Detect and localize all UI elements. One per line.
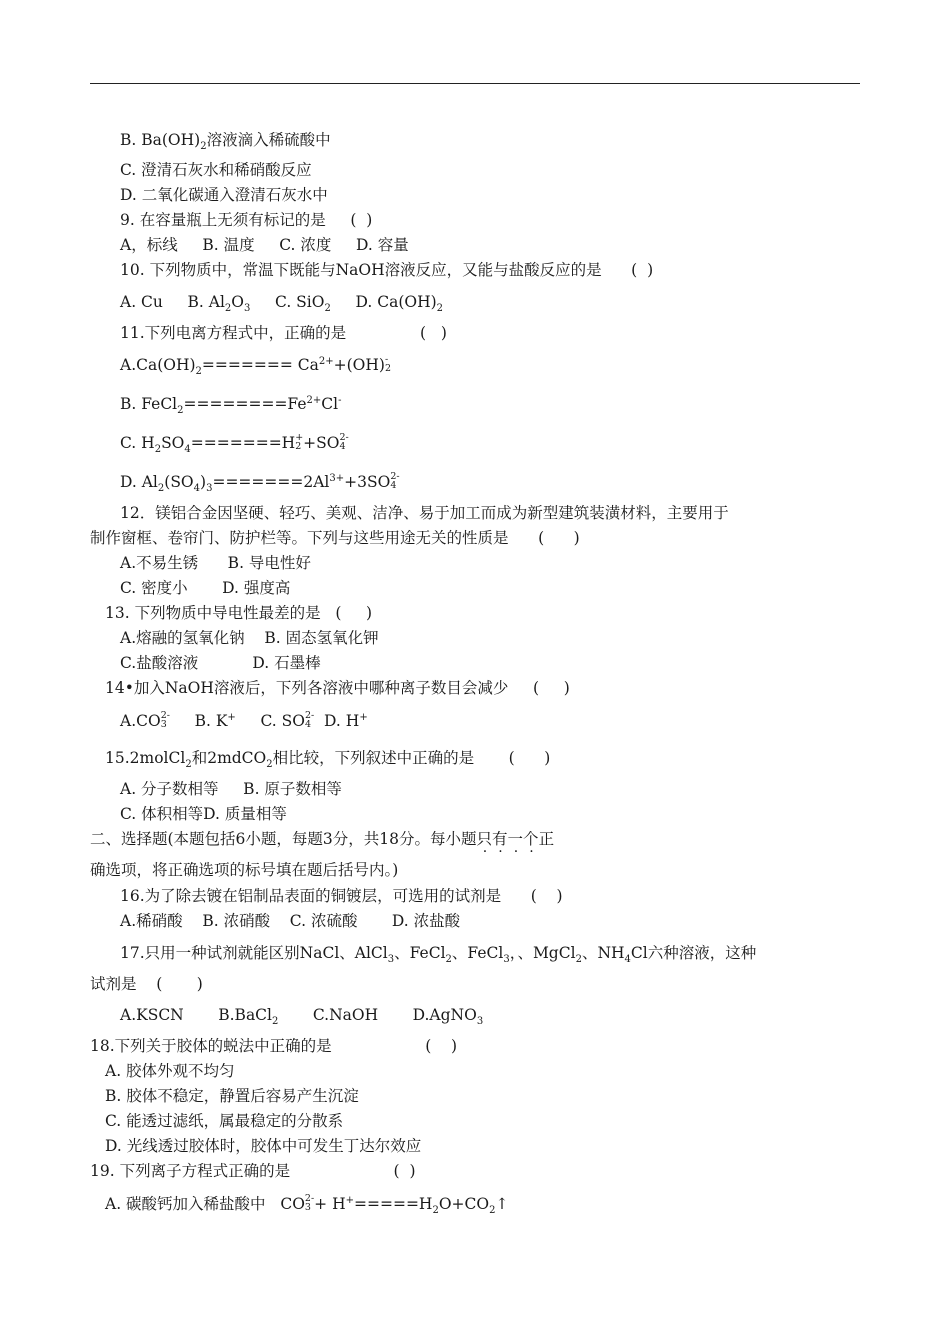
question-14-options: A.CO 2- 3 B. K+ C. SO 2- 4 D. H+ [120,710,368,730]
question-18-d: D. 光线透过胶体时，胶体中可发生丁达尔效应 [105,1137,422,1155]
question-17: 17.只用一种试剂就能区别NaCl、AlCl$_3$、FeCl$_2$、FeCl$_3$，、MgCl$_2$、$NH_4Cl$六种溶液，这种 [120,944,757,965]
option-b-baoh2: B. $Ba(OH)_2$溶液滴入稀硫酸中 [120,131,331,152]
question-12-options-2: C. 密度小 D. 强度高 [120,579,291,597]
question-17-options: A.KSCN B.BaCl$_2$ C.NaOH D.AgNO$_3$ [120,1006,484,1027]
question-12: 12．镁铝合金因坚硬、轻巧、美观、洁净、易于加工而成为新型建筑装潢材料，主要用于 [120,504,729,522]
question-18-a: A. 胶体外观不均匀 [105,1062,235,1080]
question-13: 13. 下列物质中导电性最差的是 ( ) [105,604,373,622]
question-10-options: A. Cu B. $Al_2O_3$ C. SiO$_2$ D. $Ca(OH)_2$ [120,293,444,314]
option-d-co2: D. 二氧化碳通入澄清石灰水中 [120,186,328,204]
question-17-cont: 试剂是 ( ) [90,975,203,993]
question-11-a: $A.Ca(OH)_2======= Ca^{2+}+(OH)$ - 2 [120,354,391,377]
question-15-options-1: A. 分子数相等 B. 原子数相等 [120,780,342,798]
question-18-b: B. 胶体不稳定，静置后容易产生沉淀 [105,1087,359,1105]
question-15: 15.2molCl$_2$和2mdCO$_2$相比较，下列叙述中正确的是 ( ) [105,749,551,770]
question-12-cont: 制作窗框、卷帘门、防护栏等。下列与这些用途无关的性质是 ( ) [90,529,580,547]
section-2-heading: 二、选择题(本题包括6小题，每题3分，共18分。每小题只有一个正 [90,830,555,848]
question-18: 18.下列关于胶体的蜕法中正确的是 ( ) [90,1037,458,1055]
header-rule [90,83,860,84]
question-9-options: A，标线 B. 温度 C. 浓度 D. 容量 [120,236,409,254]
question-19: 19. 下列离子方程式正确的是 ( ) [90,1162,416,1180]
question-13-options-1: A.熔融的氢氧化钠 B. 固态氢氧化钾 [120,629,379,647]
question-11-c: C. $H_2SO_4=======H$ + 2 +SO 2- 4 [120,432,349,455]
question-18-c: C. 能透过滤纸，属最稳定的分散系 [105,1112,344,1130]
question-12-options-1: A.不易生锈 B. 导电性好 [120,554,311,572]
section-2-heading-cont: 确选项，将正确选项的标号填在题后括号内。) [90,861,399,879]
option-c-limewater: C. 澄清石灰水和稀硝酸反应 [120,161,312,179]
question-11-b: B. $FeCl_2========Fe^{2+}Cl^-$ [120,395,342,416]
question-13-options-2: C.盐酸溶液 D. 石墨棒 [120,654,321,672]
question-16: 16.为了除去镀在铝制品表面的铜镀层，可选用的试剂是 ( ) [120,887,563,905]
question-9: 9. 在容量瓶上无须有标记的是 ( ) [120,211,373,229]
question-10: 10. 下列物质中，常温下既能与NaOH溶液反应，又能与盐酸反应的是 ( ) [120,261,654,279]
question-15-options-2: C. 体积相等D. 质量相等 [120,805,287,823]
question-11-d: D. $Al_2(SO_4)_3=======2Al^{3+}+3SO$ 2- 4 [120,471,400,494]
question-16-options: A.稀硝酸 B. 浓硝酸 C. 浓硫酸 D. 浓盐酸 [120,912,461,930]
question-19-a: A. 碳酸钙加入稀盐酸中 CO 2- 3 + $H^+=====H_2O+CO_2↑$ [105,1193,509,1216]
question-11: 11.下列电离方程式中，正确的是 ( ) [120,324,447,342]
question-14: 14•加入NaOH溶液后，下列各溶液中哪种离子数目会减少 ( ) [105,679,570,697]
